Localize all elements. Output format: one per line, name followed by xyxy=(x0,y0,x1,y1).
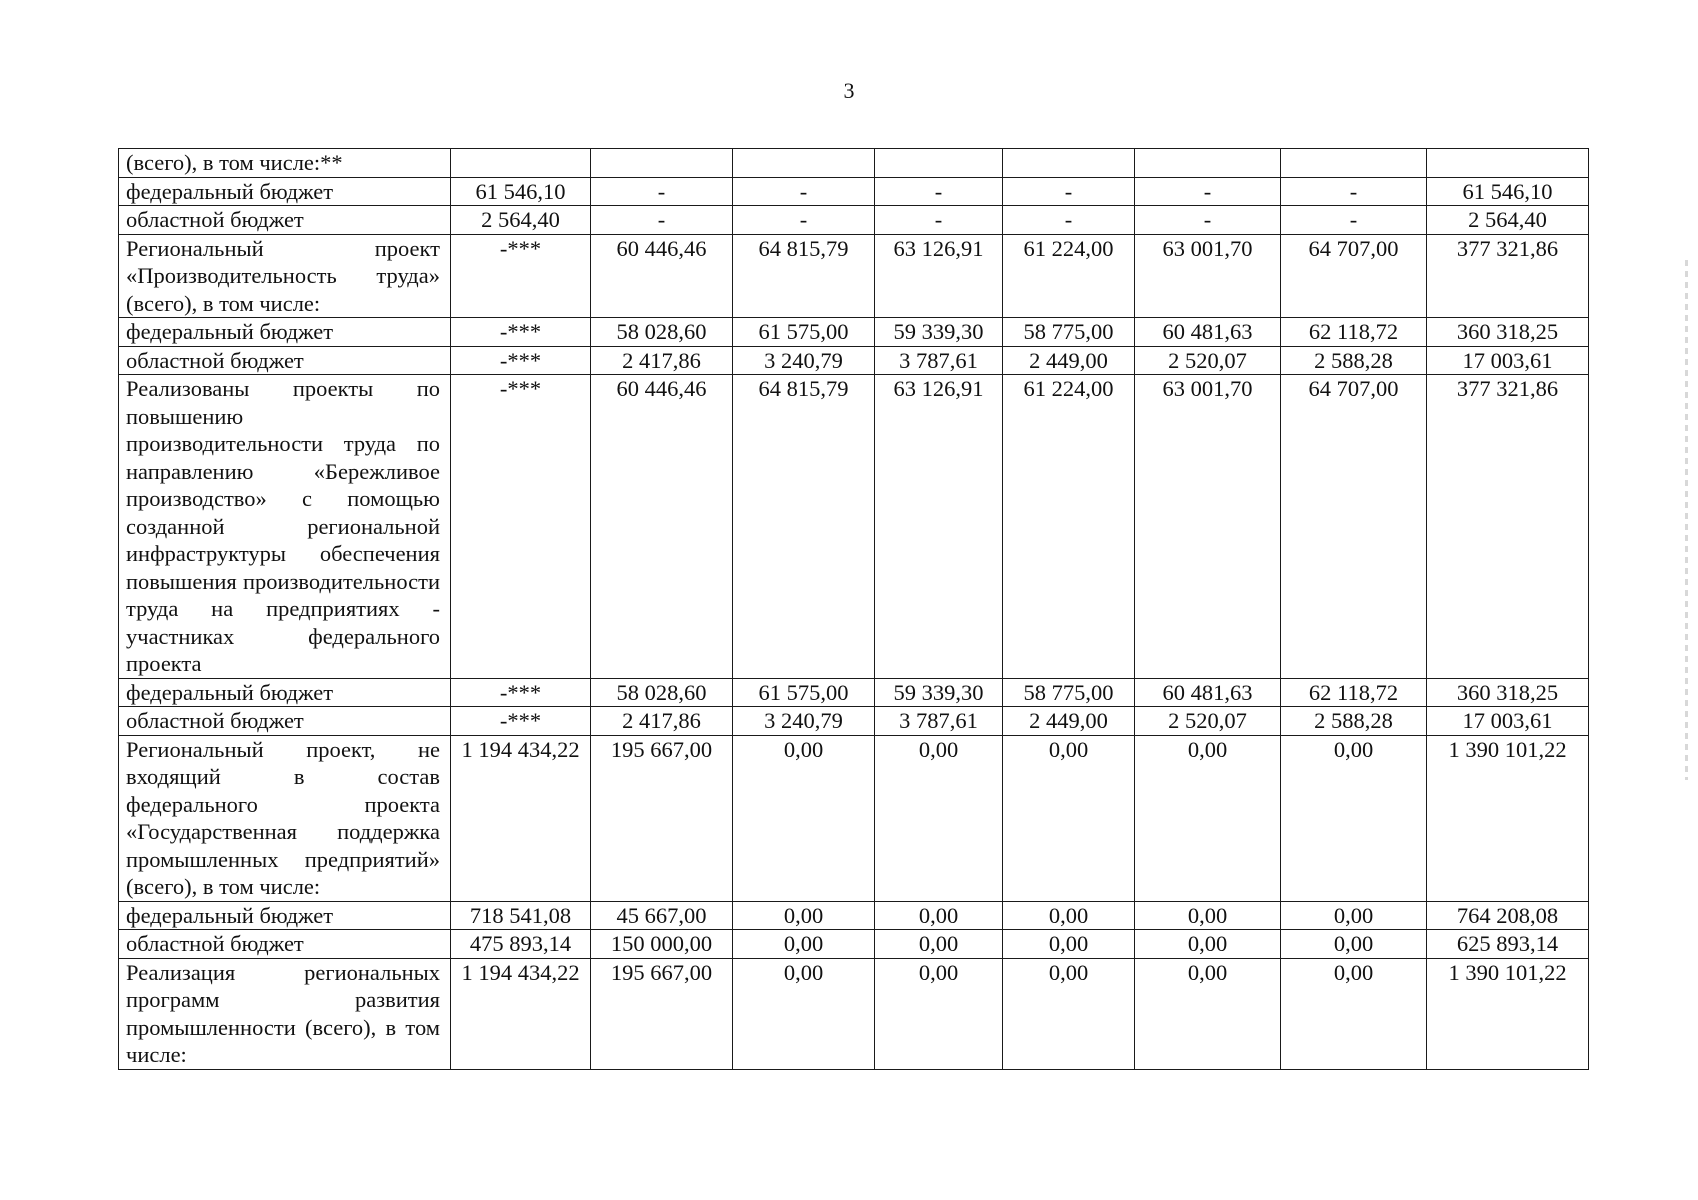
value-cell: - xyxy=(875,177,1003,206)
value-cell: 0,00 xyxy=(875,958,1003,1069)
value-cell: 0,00 xyxy=(1003,958,1135,1069)
value-cell: -*** xyxy=(451,375,591,679)
value-cell: 1 390 101,22 xyxy=(1427,735,1589,901)
value-cell: 0,00 xyxy=(1135,735,1281,901)
value-cell: - xyxy=(1135,206,1281,235)
table-row xyxy=(119,177,1589,206)
value-cell: 2 449,00 xyxy=(1003,346,1135,375)
row-label: Региональный проект, не входящий в состав федерального проекта «Государственная поддержка промышленных предприятий» (всего), в том числе: xyxy=(119,735,451,901)
value-cell: 0,00 xyxy=(733,958,875,1069)
table-row xyxy=(119,206,1589,235)
value-cell: 45 667,00 xyxy=(591,901,733,930)
table-body xyxy=(119,149,1589,1070)
value-cell: - xyxy=(1281,206,1427,235)
value-cell: 61 224,00 xyxy=(1003,375,1135,679)
value-cell: 0,00 xyxy=(733,901,875,930)
table-row xyxy=(119,958,1589,1069)
value-cell: 60 481,63 xyxy=(1135,678,1281,707)
row-label: Региональный проект «Производительность труда» (всего), в том числе: xyxy=(119,234,451,318)
value-cell: 195 667,00 xyxy=(591,958,733,1069)
row-label: областной бюджет xyxy=(119,707,451,736)
value-cell: - xyxy=(591,177,733,206)
value-cell: 59 339,30 xyxy=(875,678,1003,707)
value-cell: 58 028,60 xyxy=(591,318,733,347)
value-cell: - xyxy=(1003,177,1135,206)
row-label: федеральный бюджет xyxy=(119,901,451,930)
value-cell: 59 339,30 xyxy=(875,318,1003,347)
value-cell: 63 001,70 xyxy=(1135,234,1281,318)
budget-table xyxy=(118,148,1589,1070)
value-cell xyxy=(1427,149,1589,178)
value-cell: 64 815,79 xyxy=(733,234,875,318)
table-row xyxy=(119,375,1589,679)
value-cell: 3 240,79 xyxy=(733,346,875,375)
value-cell: 195 667,00 xyxy=(591,735,733,901)
value-cell xyxy=(1003,149,1135,178)
value-cell: 3 787,61 xyxy=(875,346,1003,375)
value-cell: 61 224,00 xyxy=(1003,234,1135,318)
table-row xyxy=(119,901,1589,930)
value-cell: 0,00 xyxy=(733,735,875,901)
value-cell xyxy=(875,149,1003,178)
value-cell: 0,00 xyxy=(1281,958,1427,1069)
value-cell: 150 000,00 xyxy=(591,930,733,959)
value-cell: -*** xyxy=(451,678,591,707)
value-cell: 60 446,46 xyxy=(591,234,733,318)
value-cell xyxy=(1281,149,1427,178)
value-cell: 0,00 xyxy=(1281,735,1427,901)
value-cell: 64 707,00 xyxy=(1281,234,1427,318)
value-cell: 1 194 434,22 xyxy=(451,735,591,901)
table-row xyxy=(119,318,1589,347)
value-cell: 58 028,60 xyxy=(591,678,733,707)
row-label: федеральный бюджет xyxy=(119,678,451,707)
value-cell xyxy=(1135,149,1281,178)
value-cell: 17 003,61 xyxy=(1427,707,1589,736)
value-cell xyxy=(591,149,733,178)
value-cell: - xyxy=(875,206,1003,235)
table-row xyxy=(119,149,1589,178)
row-label: областной бюджет xyxy=(119,346,451,375)
value-cell: 2 588,28 xyxy=(1281,346,1427,375)
value-cell: 360 318,25 xyxy=(1427,678,1589,707)
value-cell: 0,00 xyxy=(733,930,875,959)
value-cell: 0,00 xyxy=(1135,901,1281,930)
value-cell: 0,00 xyxy=(875,930,1003,959)
value-cell: 764 208,08 xyxy=(1427,901,1589,930)
value-cell: 1 194 434,22 xyxy=(451,958,591,1069)
table-row xyxy=(119,930,1589,959)
value-cell: 0,00 xyxy=(1003,901,1135,930)
value-cell: -*** xyxy=(451,318,591,347)
value-cell: 61 546,10 xyxy=(451,177,591,206)
value-cell: 60 446,46 xyxy=(591,375,733,679)
value-cell: 2 417,86 xyxy=(591,707,733,736)
value-cell: - xyxy=(1135,177,1281,206)
value-cell: 0,00 xyxy=(1003,735,1135,901)
value-cell: 0,00 xyxy=(1281,901,1427,930)
table-row xyxy=(119,234,1589,318)
value-cell: 475 893,14 xyxy=(451,930,591,959)
value-cell: 0,00 xyxy=(1281,930,1427,959)
value-cell: - xyxy=(1003,206,1135,235)
value-cell: 1 390 101,22 xyxy=(1427,958,1589,1069)
value-cell: 0,00 xyxy=(875,735,1003,901)
page-number: 3 xyxy=(843,78,855,103)
row-label: Реализованы проекты по повышению производительности труда по направлению «Бережливое производство» с помощью созданной региональной инфраструктуры обеспечения повышения производительности труда на предприятиях - участниках федерального проекта xyxy=(119,375,451,679)
value-cell: 63 126,91 xyxy=(875,234,1003,318)
value-cell: 377 321,86 xyxy=(1427,375,1589,679)
value-cell: 62 118,72 xyxy=(1281,318,1427,347)
value-cell: 64 815,79 xyxy=(733,375,875,679)
value-cell: 61 546,10 xyxy=(1427,177,1589,206)
row-label: Реализация региональных программ развития промышленности (всего), в том числе: xyxy=(119,958,451,1069)
value-cell: 2 564,40 xyxy=(451,206,591,235)
value-cell: 58 775,00 xyxy=(1003,318,1135,347)
value-cell: 3 787,61 xyxy=(875,707,1003,736)
value-cell xyxy=(733,149,875,178)
row-label: областной бюджет xyxy=(119,206,451,235)
row-label: областной бюджет xyxy=(119,930,451,959)
row-label: федеральный бюджет xyxy=(119,177,451,206)
row-label: федеральный бюджет xyxy=(119,318,451,347)
value-cell: - xyxy=(733,177,875,206)
value-cell: - xyxy=(1281,177,1427,206)
value-cell: - xyxy=(591,206,733,235)
value-cell: 64 707,00 xyxy=(1281,375,1427,679)
value-cell: -*** xyxy=(451,346,591,375)
value-cell: 718 541,08 xyxy=(451,901,591,930)
value-cell: 625 893,14 xyxy=(1427,930,1589,959)
value-cell: 2 417,86 xyxy=(591,346,733,375)
value-cell: 0,00 xyxy=(1135,958,1281,1069)
value-cell: 2 588,28 xyxy=(1281,707,1427,736)
value-cell: 60 481,63 xyxy=(1135,318,1281,347)
value-cell: -*** xyxy=(451,707,591,736)
table-row xyxy=(119,707,1589,736)
value-cell: 2 520,07 xyxy=(1135,707,1281,736)
value-cell: 62 118,72 xyxy=(1281,678,1427,707)
table-row xyxy=(119,678,1589,707)
value-cell: 17 003,61 xyxy=(1427,346,1589,375)
value-cell: 377 321,86 xyxy=(1427,234,1589,318)
value-cell: 63 001,70 xyxy=(1135,375,1281,679)
value-cell: 2 520,07 xyxy=(1135,346,1281,375)
value-cell: 61 575,00 xyxy=(733,318,875,347)
value-cell: 0,00 xyxy=(875,901,1003,930)
value-cell xyxy=(451,149,591,178)
value-cell: 63 126,91 xyxy=(875,375,1003,679)
value-cell: 0,00 xyxy=(1003,930,1135,959)
value-cell: 61 575,00 xyxy=(733,678,875,707)
scan-edge-marks xyxy=(1685,260,1688,780)
row-label: (всего), в том числе:** xyxy=(119,149,451,178)
table-row xyxy=(119,735,1589,901)
value-cell: - xyxy=(733,206,875,235)
value-cell: 360 318,25 xyxy=(1427,318,1589,347)
value-cell: 58 775,00 xyxy=(1003,678,1135,707)
value-cell: 3 240,79 xyxy=(733,707,875,736)
value-cell: 0,00 xyxy=(1135,930,1281,959)
table-row xyxy=(119,346,1589,375)
value-cell: -*** xyxy=(451,234,591,318)
value-cell: 2 449,00 xyxy=(1003,707,1135,736)
value-cell: 2 564,40 xyxy=(1427,206,1589,235)
